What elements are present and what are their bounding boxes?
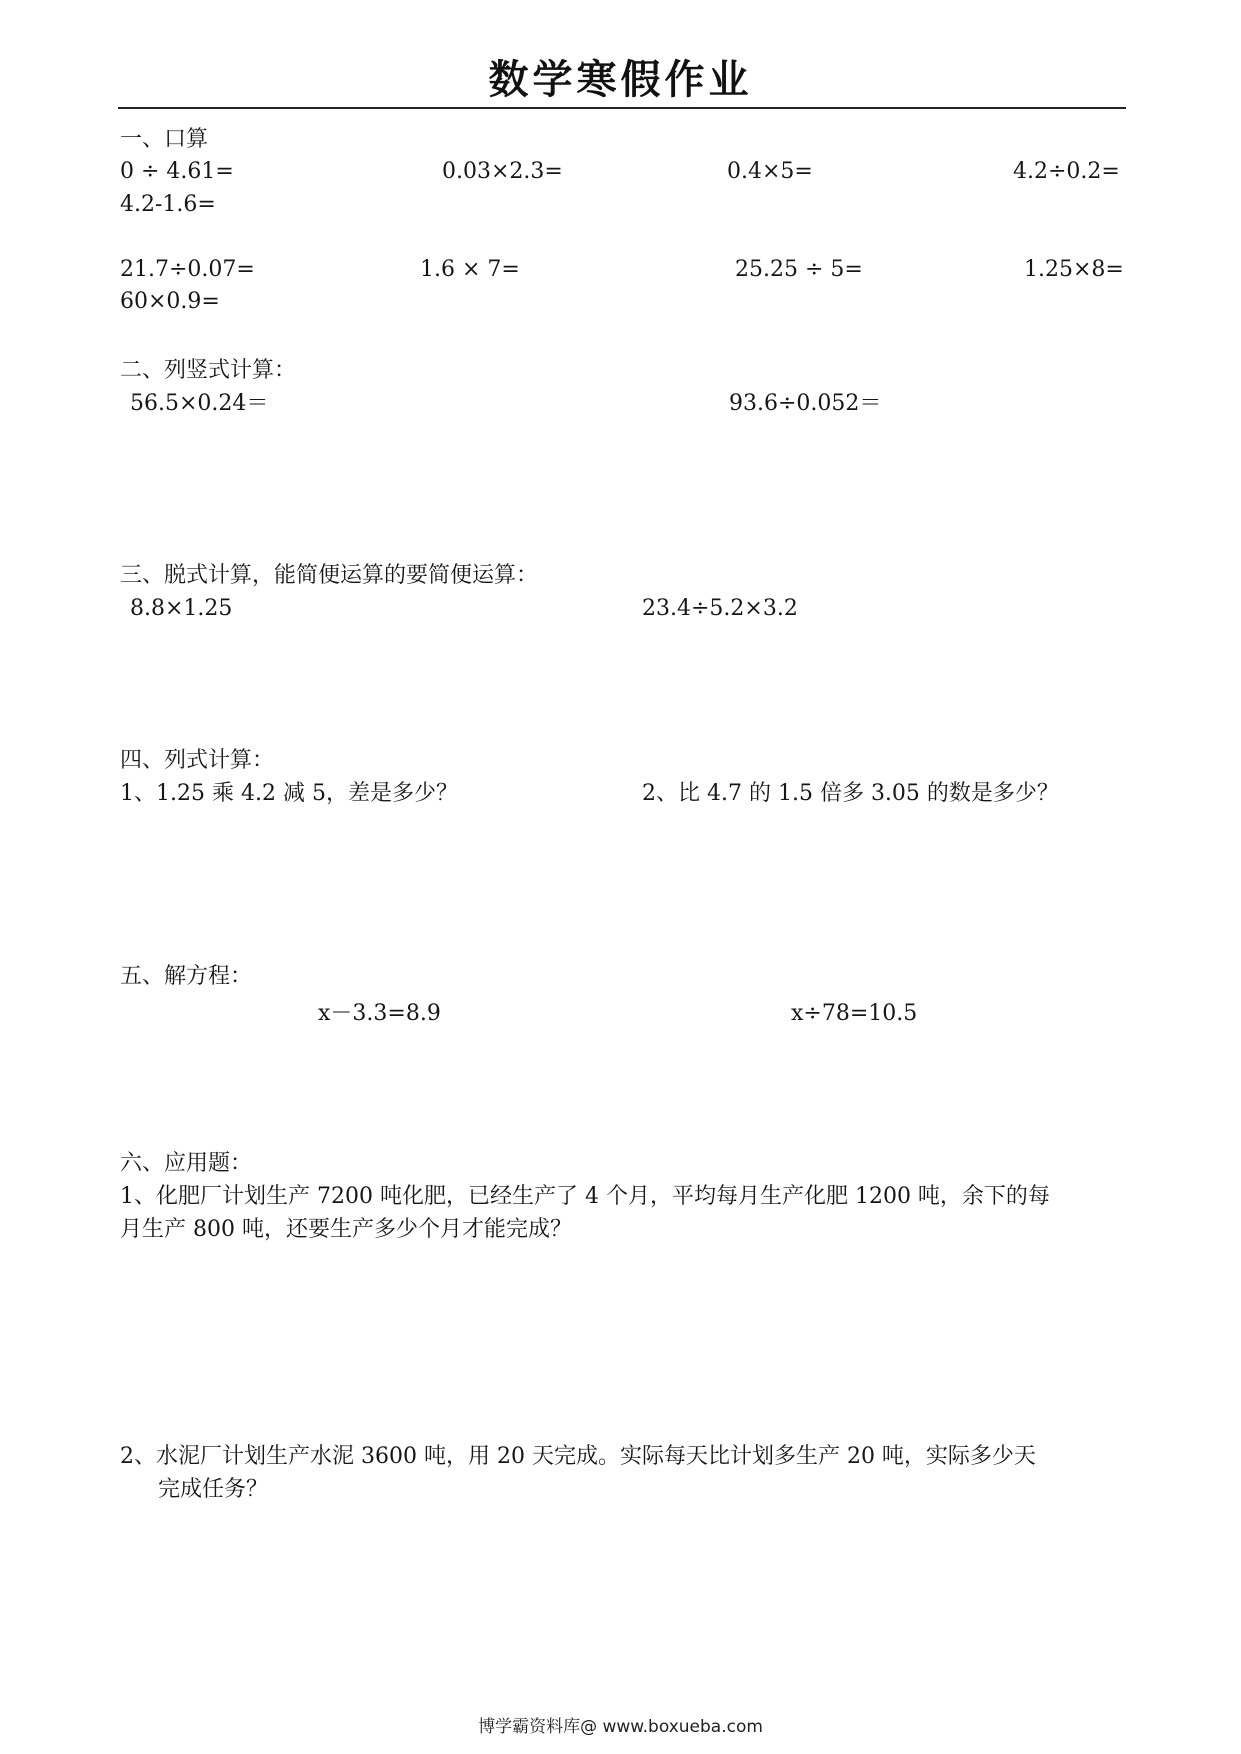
step-calc-item: 23.4÷5.2×3.2: [642, 596, 798, 621]
mental-calc-item: 0.03×2.3=: [442, 159, 563, 184]
mental-calc-item: 1.25×8=: [1024, 257, 1124, 282]
section-5-heading: 五、解方程：: [120, 964, 253, 989]
vertical-calc-item: 56.5×0.24＝: [130, 391, 269, 416]
mental-calc-item: 4.2-1.6=: [120, 192, 216, 217]
word-problem-1-line-2: 月生产 800 吨，还要生产多少个月才能完成？: [120, 1217, 572, 1242]
footer-watermark: 博学霸资料库@ www.boxueba.com: [478, 1717, 763, 1737]
equation-item: x－3.3=8.9: [318, 1001, 441, 1026]
mental-calc-item: 1.6 × 7=: [420, 257, 520, 282]
mental-calc-item: 60×0.9=: [120, 289, 220, 314]
section-1-heading: 一、口算: [120, 127, 209, 152]
word-calc-item: 1、1.25 乘 4.2 减 5，差是多少？: [120, 781, 458, 806]
word-problem-2-line-2: 完成任务？: [158, 1477, 269, 1502]
mental-calc-item: 4.2÷0.2=: [1013, 159, 1120, 184]
section-2-heading: 二、列竖式计算：: [120, 358, 297, 383]
mental-calc-item: 25.25 ÷ 5=: [735, 257, 863, 282]
step-calc-item: 8.8×1.25: [130, 596, 233, 621]
equation-item: x÷78=10.5: [791, 1001, 918, 1026]
section-6-heading: 六、应用题：: [120, 1151, 253, 1176]
word-problem-1-line-1: 1、化肥厂计划生产 7200 吨化肥，已经生产了 4 个月，平均每月生产化肥 1200 吨，余下的每: [120, 1184, 1050, 1209]
page-title: 数学寒假作业: [488, 57, 753, 103]
mental-calc-item: 0.4×5=: [727, 159, 813, 184]
section-3-heading: 三、脱式计算，能简便运算的要简便运算：: [120, 563, 539, 588]
mental-calc-item: 0 ÷ 4.61=: [120, 159, 234, 184]
word-problem-2-line-1: 2、水泥厂计划生产水泥 3600 吨，用 20 天完成。实际每天比计划多生产 20 吨，实际多少天: [120, 1444, 1036, 1469]
word-calc-item: 2、比 4.7 的 1.5 倍多 3.05 的数是多少？: [642, 781, 1059, 806]
mental-calc-item: 21.7÷0.07=: [120, 257, 255, 282]
title-divider: [118, 107, 1126, 109]
section-4-heading: 四、列式计算：: [120, 748, 275, 773]
vertical-calc-item: 93.6÷0.052＝: [729, 391, 882, 416]
